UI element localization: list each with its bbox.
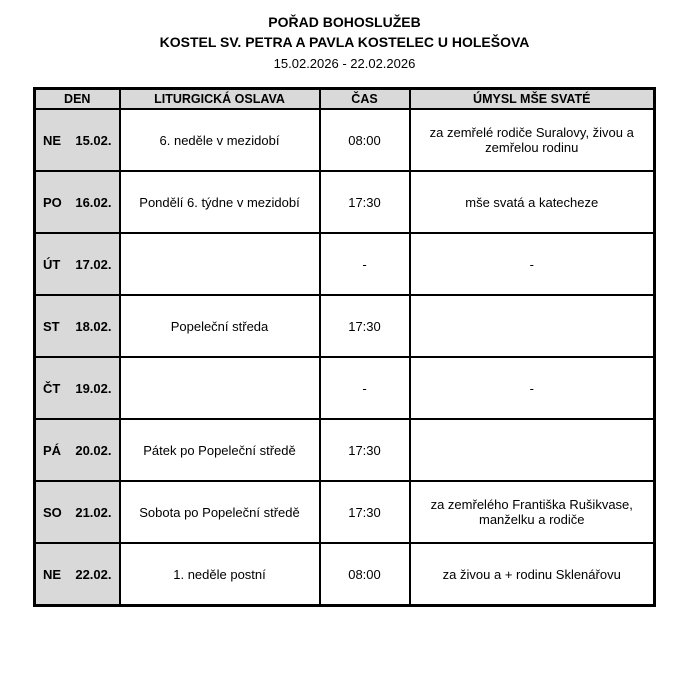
celebration-cell: 1. neděle postní xyxy=(120,543,320,605)
table-row xyxy=(35,171,655,233)
table-row xyxy=(35,481,655,543)
intention-cell: - xyxy=(410,357,655,419)
document-header xyxy=(0,12,689,73)
table-header-row xyxy=(35,89,655,110)
intention-cell: za zemřelé rodiče Suralovy, živou a zemřelou rodinu xyxy=(410,109,655,171)
day-abbreviation: PÁ xyxy=(43,442,62,458)
intention-cell xyxy=(410,419,655,481)
day-date: 20.02. xyxy=(75,442,112,458)
table-row xyxy=(35,419,655,481)
day-date: 21.02. xyxy=(75,504,112,520)
day-date: 22.02. xyxy=(75,566,112,582)
schedule-table xyxy=(33,87,656,607)
intention-cell: za živou a + rodinu Sklenářovu xyxy=(410,543,655,605)
intention-cell: mše svatá a katecheze xyxy=(410,171,655,233)
celebration-cell: Pátek po Popeleční středě xyxy=(120,419,320,481)
day-abbreviation: NE xyxy=(43,566,62,582)
column-header-time: ČAS xyxy=(320,89,410,110)
intention-cell: - xyxy=(410,233,655,295)
time-cell: - xyxy=(320,233,410,295)
day-cell xyxy=(35,419,120,481)
time-cell: 08:00 xyxy=(320,543,410,605)
table-row xyxy=(35,543,655,605)
celebration-cell xyxy=(120,357,320,419)
church-name: KOSTEL SV. PETRA A PAVLA KOSTELEC U HOLEŠOVA xyxy=(159,34,530,51)
celebration-cell: Sobota po Popeleční středě xyxy=(120,481,320,543)
day-abbreviation: SO xyxy=(43,504,62,520)
time-cell: 17:30 xyxy=(320,419,410,481)
day-cell xyxy=(35,481,120,543)
day-abbreviation: NE xyxy=(43,132,62,148)
date-range: 15.02.2026 - 22.02.2026 xyxy=(273,55,416,71)
day-abbreviation: ST xyxy=(43,318,60,334)
intention-cell: za zemřelého Františka Rušikvase, manželku a rodiče xyxy=(410,481,655,543)
time-cell: 17:30 xyxy=(320,171,410,233)
table-row xyxy=(35,109,655,171)
day-cell xyxy=(35,171,120,233)
celebration-cell: Popeleční středa xyxy=(120,295,320,357)
day-cell xyxy=(35,109,120,171)
day-date: 16.02. xyxy=(75,194,112,210)
day-abbreviation: PO xyxy=(43,194,62,210)
day-cell xyxy=(35,357,120,419)
time-cell: - xyxy=(320,357,410,419)
celebration-cell xyxy=(120,233,320,295)
day-cell xyxy=(35,543,120,605)
page-title: POŘAD BOHOSLUŽEB xyxy=(268,14,421,30)
day-cell xyxy=(35,233,120,295)
day-date: 18.02. xyxy=(75,318,112,334)
time-cell: 17:30 xyxy=(320,295,410,357)
day-cell xyxy=(35,295,120,357)
table-row xyxy=(35,295,655,357)
time-cell: 17:30 xyxy=(320,481,410,543)
column-header-intention: ÚMYSL MŠE SVATÉ xyxy=(410,89,655,110)
celebration-cell: 6. neděle v mezidobí xyxy=(120,109,320,171)
column-header-day: DEN xyxy=(35,89,120,110)
day-abbreviation: ÚT xyxy=(43,256,61,272)
table-row xyxy=(35,357,655,419)
time-cell: 08:00 xyxy=(320,109,410,171)
intention-cell xyxy=(410,295,655,357)
celebration-cell: Pondělí 6. týdne v mezidobí xyxy=(120,171,320,233)
day-abbreviation: ČT xyxy=(43,380,61,396)
day-date: 19.02. xyxy=(75,380,112,396)
table-row xyxy=(35,233,655,295)
column-header-celebration: LITURGICKÁ OSLAVA xyxy=(120,89,320,110)
day-date: 15.02. xyxy=(75,132,112,148)
day-date: 17.02. xyxy=(75,256,112,272)
